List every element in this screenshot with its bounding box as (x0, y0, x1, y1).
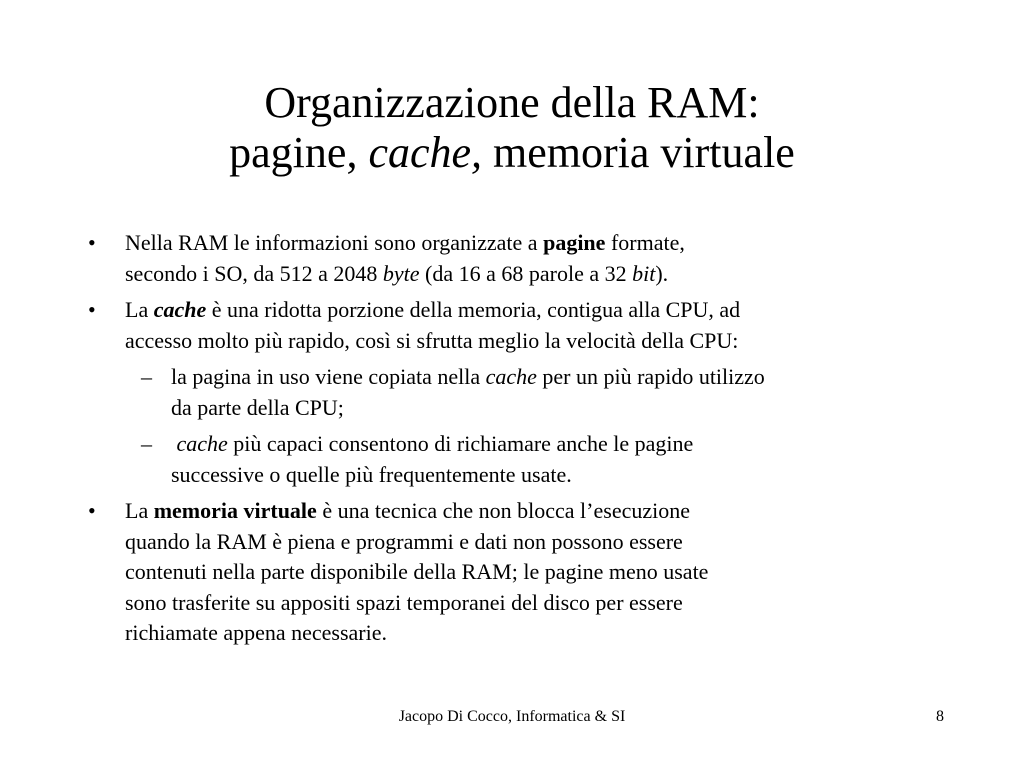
title-line-1: Organizzazione della RAM: (264, 78, 760, 127)
text: ). (655, 260, 669, 286)
text: richiamate appena necessarie. (125, 620, 388, 645)
emphasis-cache: cache (153, 297, 207, 322)
emphasis-pagine: pagine (543, 230, 606, 255)
emphasis-byte: byte (382, 260, 420, 286)
bullet-marker: • (88, 230, 96, 255)
title-line-2 (0, 128, 1024, 178)
sub-bullet-pagina-copiata (88, 362, 948, 423)
text: è una tecnica che non blocca l’esecuzione (316, 498, 690, 523)
sub-bullet-cache-capaci (88, 429, 948, 490)
emphasis-cache: cache (485, 364, 537, 389)
footer-author: Jacopo Di Cocco, Informatica & SI (398, 708, 626, 725)
bullet-marker: • (88, 498, 96, 523)
dash-marker: – (141, 431, 152, 456)
bullet-marker: • (88, 297, 96, 322)
title-word-pagine: pagine, (229, 128, 369, 177)
emphasis-memoria-virtuale: memoria virtuale (153, 498, 317, 523)
emphasis-cache: cache (176, 431, 228, 456)
text: la pagina in uso viene copiata nella (171, 364, 486, 389)
dash-marker: – (141, 364, 152, 389)
slide-body (88, 228, 948, 655)
bullet-cache (88, 295, 948, 356)
text: è una ridotta porzione della memoria, contigua alla CPU, ad (206, 297, 741, 322)
text: quando la RAM è piena e programmi e dati non possono essere (125, 528, 683, 554)
text: sono trasferite su appositi spazi temporanei del disco per essere (125, 589, 683, 615)
text: accesso molto più rapido, così si sfrutta meglio la velocità della CPU: (125, 327, 739, 353)
title-words-memoria-virtuale: memoria virtuale (482, 128, 795, 177)
text: più capaci consentono di richiamare anche le pagine (227, 431, 694, 456)
text: da parte della CPU; (171, 394, 344, 420)
text: successive o quelle più frequentemente usate. (171, 461, 572, 487)
title-word-cache: cache, (368, 128, 483, 177)
text: La (125, 498, 154, 523)
emphasis-bit: bit (632, 260, 656, 286)
text: Nella RAM le informazioni sono organizzate a (125, 230, 544, 255)
bullet-memoria-virtuale (88, 496, 948, 649)
text: per un più rapido utilizzo (536, 364, 765, 389)
slide-number: 8 (936, 708, 944, 725)
text: secondo i SO, da 512 a 2048 (125, 260, 383, 286)
slide-title (0, 78, 1024, 178)
text: contenuti nella parte disponibile della RAM; le pagine meno usate (125, 559, 709, 584)
bullet-pagine (88, 228, 948, 289)
text: (da 16 a 68 parole a 32 (419, 260, 633, 286)
text: La (125, 297, 154, 322)
text: formate, (605, 230, 685, 255)
